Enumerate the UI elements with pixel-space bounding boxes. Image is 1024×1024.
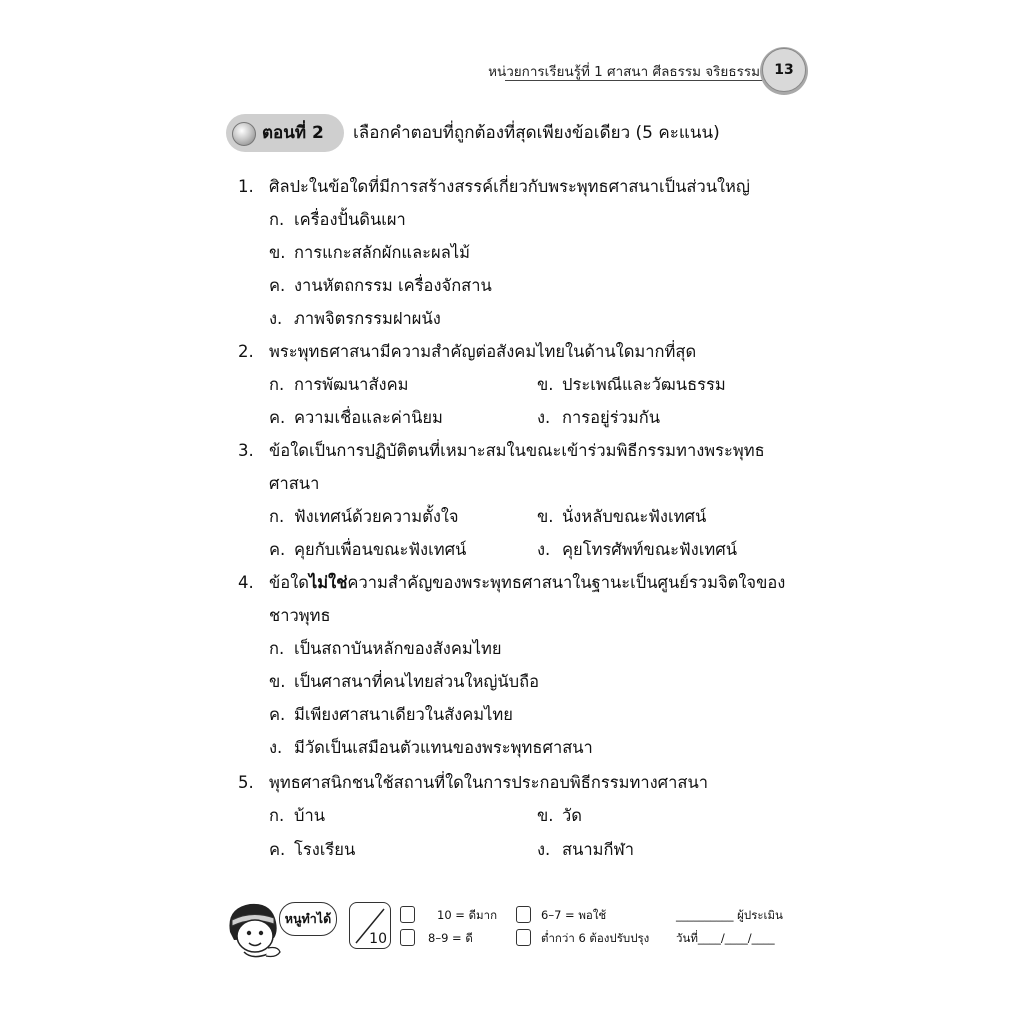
checkbox-needs-improvement[interactable] (516, 929, 531, 946)
question-text: พุทธศาสนิกชนใช้สถานที่ใดในการประกอบพิธีกรรมทางศาสนา (269, 773, 709, 792)
option-text: โรงเรียน (294, 840, 356, 859)
option-3b[interactable] (537, 507, 706, 527)
score-total: 10 (369, 931, 387, 947)
unit-title: หน่วยการเรียนรู้ที่ 1 ศาสนา ศีลธรรม จริยธรรม (488, 64, 760, 80)
option-text: วัด (562, 806, 582, 825)
question-text-pre: ข้อใด (269, 573, 309, 592)
option-text: บ้าน (294, 806, 326, 825)
question-text: ข้อใดเป็นการปฏิบัติตนที่เหมาะสมในขณะเข้าร่วมพิธีกรรมทางพระพุทธ (269, 441, 765, 460)
question-3 (238, 441, 765, 461)
option-letter: ค. (269, 705, 286, 724)
option-text: การพัฒนาสังคม (294, 375, 409, 394)
option-text: เป็นสถาบันหลักของสังคมไทย (294, 639, 502, 658)
option-1b[interactable] (269, 243, 470, 263)
option-text: ภาพจิตรกรรมฝาผนัง (294, 309, 441, 328)
score-box[interactable] (349, 902, 391, 949)
option-5a[interactable] (269, 806, 325, 826)
option-4c[interactable] (269, 705, 513, 725)
question-3-continuation: ศาสนา (269, 474, 320, 493)
question-4 (238, 573, 785, 593)
checkbox-fair[interactable] (516, 906, 531, 923)
option-letter: ข. (537, 375, 554, 394)
option-4b[interactable] (269, 672, 539, 692)
option-letter: ก. (269, 375, 285, 394)
option-text: มีเพียงศาสนาเดียวในสังคมไทย (294, 705, 513, 724)
question-text: ศิลปะในข้อใดที่มีการสร้างสรรค์เกี่ยวกับพระพุทธศาสนาเป็นส่วนใหญ่ (269, 177, 750, 196)
option-2d[interactable] (537, 408, 660, 428)
option-text: คุยโทรศัพท์ขณะฟังเทศน์ (562, 540, 737, 559)
option-1d[interactable] (269, 309, 441, 329)
option-1c[interactable] (269, 276, 492, 296)
question-2 (238, 342, 696, 362)
option-letter: ข. (537, 507, 554, 526)
option-text: การอยู่ร่วมกัน (562, 408, 660, 427)
speech-bubble: หนูทำได้ (279, 902, 337, 936)
option-letter: ข. (269, 672, 286, 691)
option-letter: ก. (269, 806, 285, 825)
option-letter: ง. (537, 408, 551, 427)
question-5 (238, 773, 708, 793)
checkbox-excellent[interactable] (400, 906, 415, 923)
option-text: ประเพณีและวัฒนธรรม (562, 375, 726, 394)
option-text: การแกะสลักผักและผลไม้ (294, 243, 470, 262)
question-4-continuation: ชาวพุทธ (269, 606, 331, 625)
question-number: 5. (238, 773, 254, 792)
option-letter: ง. (269, 309, 283, 328)
option-text: ความเชื่อและค่านิยม (294, 408, 443, 427)
option-letter: ค. (269, 276, 286, 295)
option-letter: ง. (537, 540, 551, 559)
page-number: 13 (762, 48, 806, 92)
option-text: งานหัตถกรรม เครื่องจักสาน (294, 276, 492, 295)
self-assessment-footer (0, 890, 1024, 960)
option-2c[interactable] (269, 408, 443, 428)
option-letter: ก. (269, 639, 285, 658)
legend-good: 8–9 = ดี (428, 931, 473, 945)
option-letter: ค. (269, 840, 286, 859)
option-text: คุยกับเพื่อนขณะฟังเทศน์ (294, 540, 467, 559)
legend-excellent: 10 = ดีมาก (437, 908, 498, 922)
question-number: 2. (238, 342, 254, 361)
option-text: มีวัดเป็นเสมือนตัวแทนของพระพุทธศาสนา (294, 738, 593, 757)
option-letter: ก. (269, 210, 285, 229)
question-number: 4. (238, 573, 254, 592)
question-number: 1. (238, 177, 254, 196)
option-letter: ค. (269, 540, 286, 559)
option-text: เป็นศาสนาที่คนไทยส่วนใหญ่นับถือ (294, 672, 540, 691)
option-4a[interactable] (269, 639, 502, 659)
header-underline (505, 80, 773, 81)
option-2b[interactable] (537, 375, 726, 395)
option-3a[interactable] (269, 507, 459, 527)
option-text: เครื่องปั้นดินเผา (294, 210, 406, 229)
option-4d[interactable] (269, 738, 593, 758)
question-text-post: ความสำคัญของพระพุทธศาสนาในฐานะเป็นศูนย์รวมจิตใจของ (347, 573, 786, 592)
option-text: ฟังเทศน์ด้วยความตั้งใจ (294, 507, 459, 526)
legend-needs-improvement: ต่ำกว่า 6 ต้องปรับปรุง (541, 931, 650, 945)
question-1 (238, 177, 750, 197)
option-text: สนามกีฬา (562, 840, 635, 859)
option-letter: ก. (269, 507, 285, 526)
option-5c[interactable] (269, 840, 355, 860)
option-letter: ข. (269, 243, 286, 262)
question-text-emphasis: ไม่ใช่ (308, 573, 348, 592)
option-text: นั่งหลับขณะฟังเทศน์ (562, 507, 707, 526)
option-letter: ค. (269, 408, 286, 427)
option-5b[interactable] (537, 806, 582, 826)
option-letter: ข. (537, 806, 554, 825)
option-letter: ง. (537, 840, 551, 859)
option-1a[interactable] (269, 210, 406, 230)
section-instruction: เลือกคำตอบที่ถูกต้องที่สุดเพียงข้อเดียว (5 คะแนน) (353, 123, 720, 143)
bullet-icon (232, 122, 256, 146)
section-label: ตอนที่ 2 (262, 123, 324, 143)
legend-fair: 6–7 = พอใช้ (541, 908, 607, 922)
option-5d[interactable] (537, 840, 634, 860)
question-text: พระพุทธศาสนามีความสำคัญต่อสังคมไทยในด้านใดมากที่สุด (269, 342, 697, 361)
checkbox-good[interactable] (400, 929, 415, 946)
option-3c[interactable] (269, 540, 466, 560)
option-letter: ง. (269, 738, 283, 757)
option-3d[interactable] (537, 540, 737, 560)
date-field[interactable]: วันที่____/____/____ (676, 931, 775, 945)
question-number: 3. (238, 441, 254, 460)
option-2a[interactable] (269, 375, 409, 395)
assessor-field[interactable]: __________ ผู้ประเมิน (676, 908, 783, 922)
